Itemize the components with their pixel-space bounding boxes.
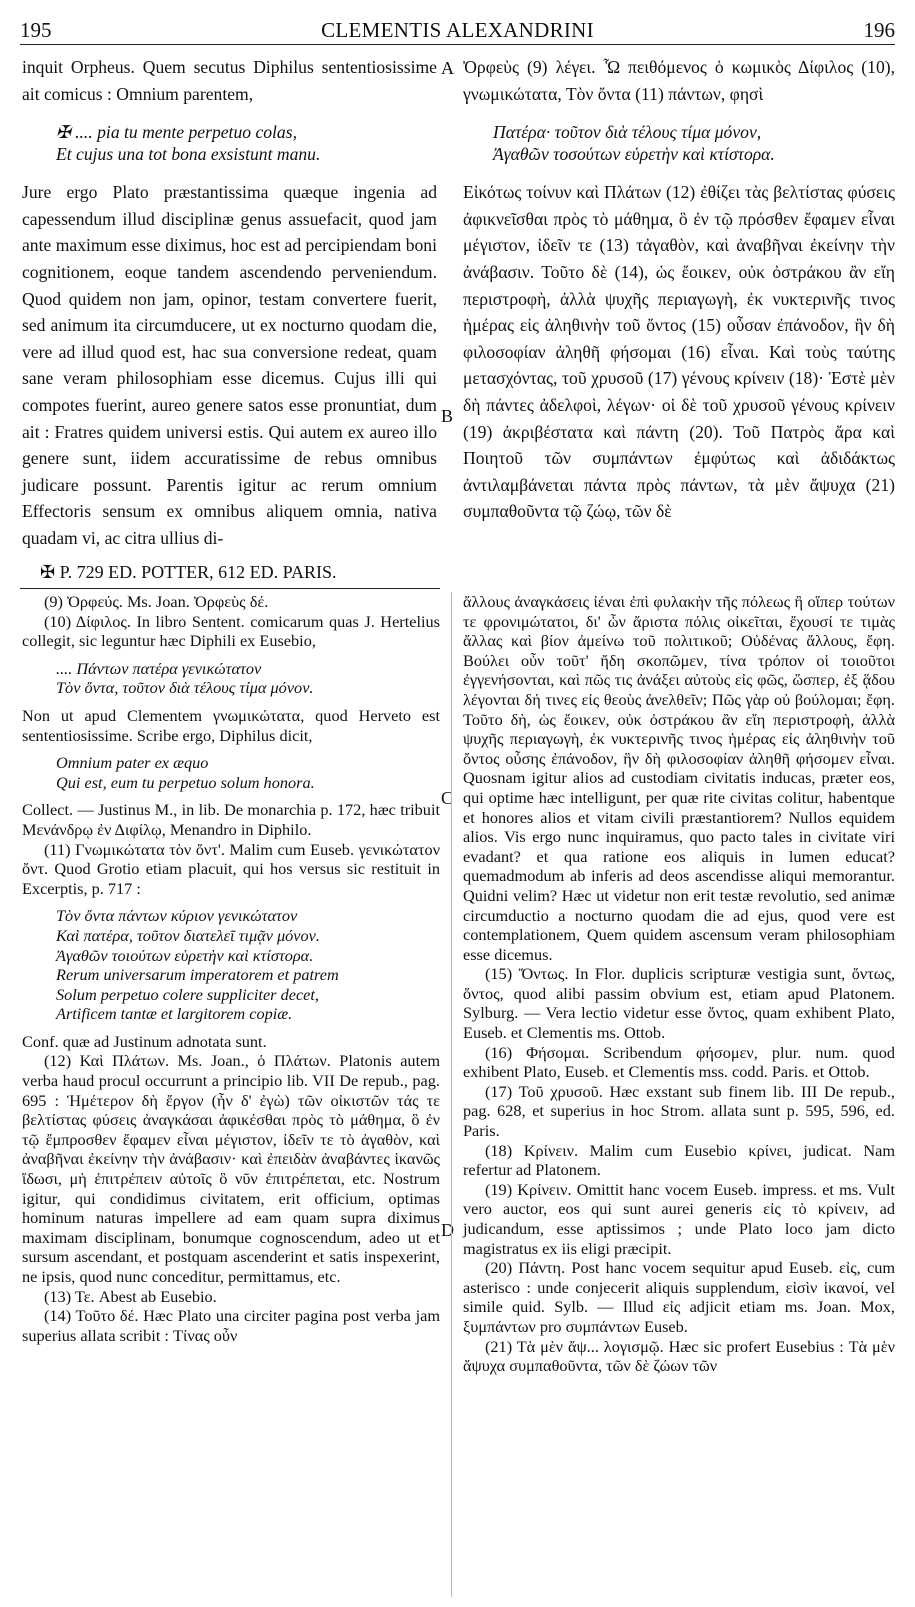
running-header bbox=[20, 10, 895, 40]
edition-reference: ✠ P. 729 ED. POTTER, 612 ED. PARIS. bbox=[40, 562, 337, 582]
header-rule bbox=[20, 44, 895, 45]
footnote-11: (11) Γνωμικώτατα τὸν ὄντ'. Malim cum Euseb. γενικώτατον ὄντ. Quod Grotio etiam placuit, qui hos versus sic restituit in Excerptis, p. 717 : bbox=[22, 839, 440, 898]
latin-verse bbox=[56, 121, 437, 165]
footnote-paragraph-non: Non ut apud Clementem γνωμικώτατα, quod Herveto est sententiosissime. Scribe ergo, Diphilus dicit, bbox=[22, 705, 440, 745]
page-number-left: 195 bbox=[20, 18, 52, 42]
running-title: CLEMENTIS ALEXANDRINI bbox=[321, 18, 594, 42]
footnote-collect: Collect. — Justinus M., in lib. De monarchia p. 172, hæc tribuit Μενάνδρῳ ἐν Διφίλῳ, Menandro in Diphilo. bbox=[22, 800, 440, 839]
footnote-verse-line: Solum perpetuo colere suppliciter decet, bbox=[56, 984, 319, 1004]
footnote-18: (18) Κρίνειν. Malim cum Eusebio κρίνει, judicat. Nam refertur ad Platonem. bbox=[463, 1140, 895, 1180]
greek-verse-line-2: Ἀγαθῶν τοσούτων εὑρετὴν καὶ κτίστορα. bbox=[493, 144, 775, 165]
footnote-verse-line: .... Πάντων πατέρα γενικώτατον bbox=[56, 658, 262, 678]
latin-text-column bbox=[22, 54, 437, 552]
greek-paragraph-1: Ὀρφεὺς (9) λέγει. Ὧ πειθόμενος ὁ κωμικὸς Δίφιλος (10), γνωμικώτατα, Τὸν ὄντα (11) πάντων, φησὶ bbox=[463, 57, 895, 104]
footnote-20: (20) Πάντη. Post hanc vocem sequitur apud Euseb. εἰς, cum asterisco : unde conjecerit aliquis supplendum, εἰσὶν ἱκανοί, vel simile quid. Sylb. — Illud εἰς adjicit etiam ms. Joan. Mox, ξυμπάντων pro συμπάντων Euseb. bbox=[463, 1258, 895, 1336]
column-separator bbox=[451, 592, 452, 1597]
footnote-verse-line: Artificem tantæ et largitorem copiæ. bbox=[56, 1004, 293, 1024]
footnote-16: (16) Φήσομαι. Scribendum φήσομεν, plur. num. quod exhibent Plato, Euseb. et Clementis mss. codd. Paris. et Ottob. bbox=[463, 1042, 895, 1082]
footnote-9: (9) Ὀρφεύς. Ms. Joan. Ὀρφεὺς δέ. bbox=[44, 592, 269, 611]
footnote-14: (14) Τοῦτο δέ. Hæc Plato una circiter pagina post verba jam superius allata scribit : Τίνας οὖν bbox=[22, 1306, 440, 1345]
latin-verse-line-2: Et cujus una tot bona exsistunt manu. bbox=[56, 144, 321, 165]
footnotes-right-column bbox=[463, 592, 895, 1376]
footnote-19: (19) Κρίνειν. Omittit hanc vocem Euseb. impress. et ms. Vult vero auctor, eos qui sunt aurei generis εἰς τὸ κρίνειν, ad judicandum, esse aptissimos ; unde Plato loco jam dicto magistratus ex iis eligi præcipit. bbox=[463, 1179, 895, 1258]
footnote-21: (21) Τὰ μὲν ἄψ... λογισμῷ. Hæc sic profert Eusebius : Τὰ μὲν ἄψυχα συμπαθοῦντα, τῶν δὲ ζώων τῶν bbox=[463, 1336, 895, 1376]
footnote-verse-line: Ἀγαθῶν τοιούτων εὑρετὴν καὶ κτίστορα. bbox=[56, 945, 314, 965]
footnote-rule bbox=[20, 588, 440, 589]
latin-paragraph-1: inquit Orpheus. Quem secutus Diphilus sententiosissime ait comicus : Omnium parentem, bbox=[22, 57, 437, 104]
section-marker-a: A bbox=[441, 58, 454, 78]
greek-verse-line-1: Πατέρα· τοῦτον διὰ τέλους τίμα μόνον, bbox=[493, 122, 762, 143]
section-marker-b: B bbox=[441, 406, 454, 426]
footnote-verse-line: Qui est, eum tu perpetuo solum honora. bbox=[56, 772, 315, 792]
footnote-verse-line: Rerum universarum imperatorem et patrem bbox=[56, 965, 339, 985]
footnote-conf: Conf. quæ ad Justinum adnotata sunt. bbox=[22, 1031, 267, 1051]
section-marker-d: D bbox=[441, 1220, 454, 1240]
footnote-verse-2 bbox=[56, 753, 440, 792]
greek-paragraph-2: Εἰκότως τοίνυν καὶ Πλάτων (12) ἐθίζει τὰς βελτίστας φύσεις ἀφικνεῖσθαι πρὸς τὸ μάθημα, ὃ ἐν τῷ πρόσθεν ἔφαμεν εἶναι μέγιστον, ἰδεῖν τε (13) τἀγαθὸν, καὶ ἀναβῆναι ἐκείνην τὴν ἀνάβασιν. Τοῦτο δὲ (14), ὡς ἔοικεν, οὐκ ὀστράκου ἂν εἴη περιστροφὴ, ἀλλὰ ψυχῆς περιαγωγὴ, ἐκ νυκτερινῆς τινος ἡμέρας εἰς ἀληθινὴν τοῦ ὄντος (15) οὖσαν ἐπάνοδον, ἣν δὴ φιλοσοφίαν ἀληθῆ φήσομαι (16) εἶναι. Καὶ τοὺς ταύτης μετασχόντας, τοῦ χρυσοῦ (17) γένους κρίνειν (18)· Ἐστὲ μὲν δὴ πάντες ἀδελφοὶ, λέγων· οἱ δὲ τοῦ χρυσοῦ γένους κρίνειν (19) ἀκριβέστατα καὶ πάντη (20). Τοῦ Πατρὸς ἄρα καὶ Ποιητοῦ τῶν συμπάντων ἐμφύτως καὶ ἀδιδάκτως ἀντιλαμβάνεται πάντα πρὸς πάντων, τὰ μὲν ἄψυχα (21) συμπαθοῦντα τῷ ζώῳ, τῶν δὲ bbox=[463, 182, 895, 522]
section-marker-c: C bbox=[441, 788, 454, 808]
footnote-verse-line: Omnium pater ex æquo bbox=[56, 753, 209, 773]
footnote-verse-line: Τὸν ὄντα, τοῦτον διὰ τέλους τίμα μόνον. bbox=[56, 678, 314, 698]
footnote-14-continued: ἄλλους ἀναγκάσεις ἰέναι ἐπὶ φυλακὴν τῆς πόλεως ἢ οἵπερ τούτων τε φρονιμώτατοι, δι' ὧν ἄριστα πόλις οἰκεῖται, ἔχουσί τε τιμὰς ἄλλας καὶ βίον ἀμείνω τοῦ πολιτικοῦ; Οὐδένας ἄλλους, ἔφη. Βούλει οὖν τοῦτ' ἤδη σκοπῶμεν, τίνα τρόπον οἱ τοιοῦτοι ἐγγενήσονται, καὶ πῶς τις ἀνάξει αὐτοὺς εἰς φῶς, ὥσπερ, ἐξ ᾅδου λέγονται δή τινες εἰς θεοὺς ἀνελθεῖν; Πῶς γὰρ οὐ βούλομαι; ἔφη. Τοῦτο δὴ, ὡς ἔοικεν, οὐκ ὀστράκου ἂν εἴη περιστροφὴ, ἀλλὰ ψυχῆς περιαγωγὴ, ἐκ νυκτερινῆς τινος ἡμέρας εἰς ἀληθινὴν τοῦ ὄντος οὖσης ἐπάνοδον, ἣν δὴ φιλοσοφίαν ἀληθῆ φήσομεν εἶναι. Quosnam igitur alios ad custodiam civitatis inducas, præter eos, qui optime hæc intelligunt, per quæ rite civitas colitur, habentque et honores alios et vitam civili præstantiorem? Nullos equidem alios. Vis ergo nunc inquiramus, quo pacto tales in civitate viri evadant? et qua ratione eos aliquis in lumen educat? quemadmodum ab inferis ad deos ascendisse aliqui memorantur. Quidni velim? Hæc ut videtur non erit testæ revolutio, sed animæ circumductio a nocturno quodam die ad ejus, quod vere est contemplationem, Quem quidem ascensum veram philosophiam esse dicemus. bbox=[463, 592, 895, 964]
footnote-13: (13) Τε. Abest ab Eusebio. bbox=[44, 1286, 217, 1306]
footnote-10: (10) Δίφιλος. In libro Sentent. comicarum quas J. Hertelius collegit, sic leguntur hæc Diphili ex Eusebio, bbox=[22, 611, 440, 651]
footnote-verse-line: Καὶ πατέρα, τοῦτον διατελεῖ τιμᾷν μόνον. bbox=[56, 925, 320, 945]
footnote-15: (15) Ὄντως. In Flor. duplicis scripturæ vestigia sunt, ὄντως, ὄντος, quod alibi passim obvium est, etiam apud Platonem. Sylburg. — Vera lectio videtur esse ὄντος, quam exhibent Plato, Euseb. et Clementis ms. Ottob. bbox=[463, 964, 895, 1043]
footnotes-left-column bbox=[22, 592, 440, 1345]
greek-text-column bbox=[463, 54, 895, 525]
footnote-verse-line: Τὸν ὄντα πάντων κύριον γενικώτατον bbox=[56, 906, 298, 926]
footnote-12: (12) Καὶ Πλάτων. Ms. Joan., ὁ Πλάτων. Platonis autem verba haud procul occurrunt a principio lib. VII De repub., pag. 695 : Ἡμέτερον δὴ ἔργον (ἦν δ' ἐγὼ) τῶν οἰκιστῶν τάς τε βελτίστας φύσεις ἀναγκάσαι ἀφικέσθαι πρὸς τὸ μάθημα, ὃ ἐν τῷ ἔμπροσθεν ἔφαμεν εἶναι μέγιστον, ἰδεῖν τε τὸ ἀγαθὸν, καὶ ἀναβῆναι ἐκείνην τὴν ἀνάβασιν· καὶ ἐπειδὰν ἀναβάντες ἱκανῶς ἴδωσι, μὴ ἐπιτρέπειν αὐτοῖς ὃ νῦν ἐπιτρέπεται, etc. Nostrum igitur, qui condidimus civitatem, erit officium, optimas hominum naturas impellere ad eam quam supra diximus maximam disciplinam, bonumque cognoscendum, adeo ut et sursum ascendant, et postquam ascenderint et satis inspexerint, ne ipsis, quod nunc conceditur, permittamus, etc. bbox=[22, 1051, 440, 1286]
footnote-verse-3 bbox=[56, 906, 440, 1024]
footnote-17: (17) Τοῦ χρυσοῦ. Hæc exstant sub finem lib. III De repub., pag. 628, et superius in hoc Strom. allata sunt p. 595, 596, ed. Paris. bbox=[463, 1081, 895, 1141]
latin-verse-line-1: ✠ .... pia tu mente perpetuo colas, bbox=[56, 122, 297, 143]
latin-paragraph-2: Jure ergo Plato præstantissima quæque ingenia ad capessendum illud disciplinæ genus assuefacit, quod jam ante maximum esse diximus, hoc est ad percipiendam boni cognitionem, eoque tandem ascendendo perveniendum. Quod quidem non jam, opinor, testam convertere fuerit, sed animum ita circumducere, ut ex nocturno quodam die, vere ad illud quod est, hac sua conversione redeat, quam sane veram philosophiam esse dicemus. Cujus illi qui compotes fuerint, aureo genere satos esse pronuntiat, dum ait : Fratres quidem universi estis. Qui autem ex aureo illo genere sunt, iidem accuratissime de rebus omnibus judicare possunt. Parentis igitur ac rerum omnium Effectoris sensum ex omnibus aliquem omnia, nativa quadam vi, ac citra ullius di- bbox=[22, 182, 437, 548]
greek-verse bbox=[493, 121, 895, 165]
footnote-verse-1 bbox=[56, 659, 440, 698]
page-number-right: 196 bbox=[863, 18, 895, 42]
